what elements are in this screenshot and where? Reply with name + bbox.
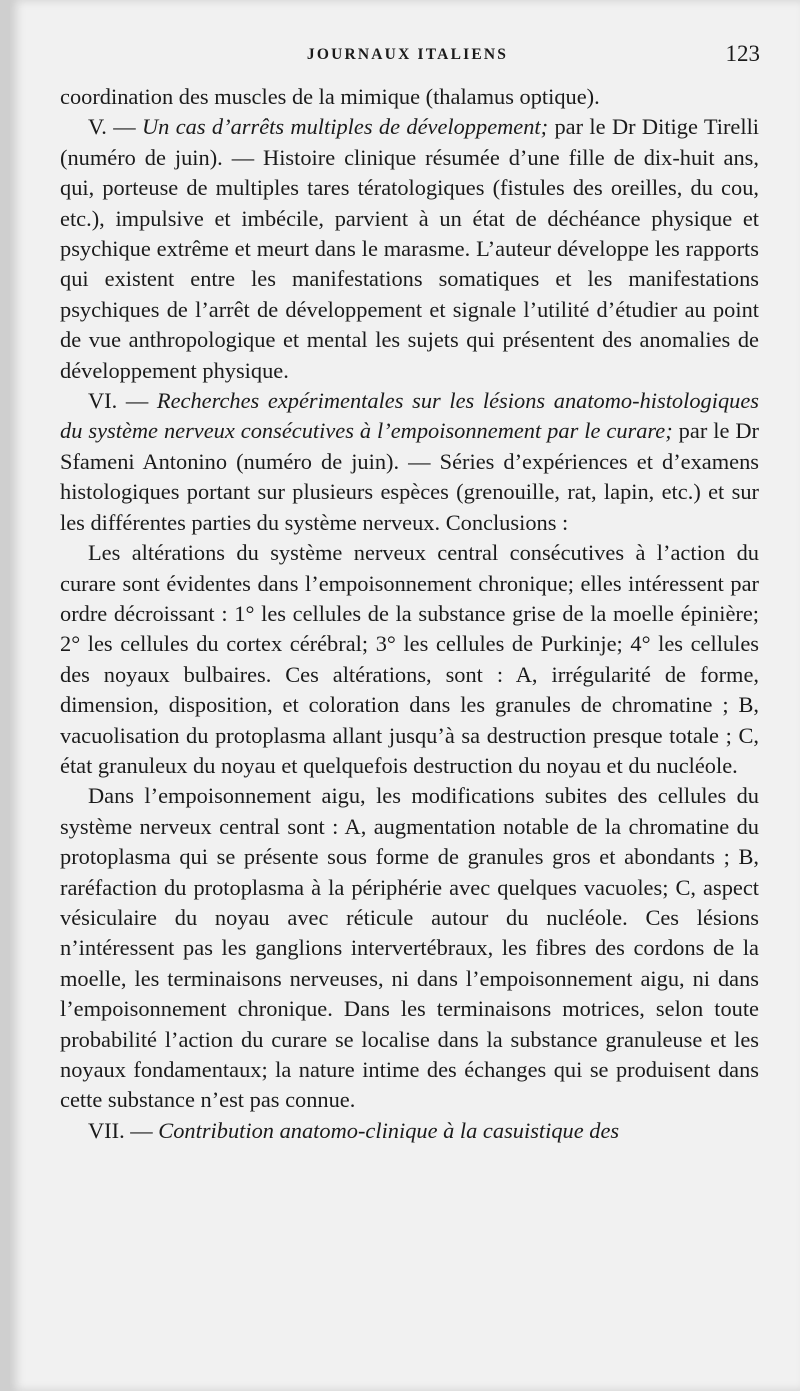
paragraph-text: Dans l’empoisonnement aigu, les modifications subites des cellules du système nerveux central sont : A, augmentation notable de la chromatine du protoplasma qui se présente sous forme de granules gros et abondants ; B, raréfaction du protoplasma à la périphérie avec quelques vacuoles; C, aspect vésiculaire du noyau avec réticule autour du nucléole. Ces lésions n’intéressent pas les ganglions intervertébraux, les fibres des cordons de la moelle, les terminaisons nerveuses, ni dans l’empoisonnement aigu, ni dans l’empoisonnement chronique. Dans les terminaisons motrices, selon toute probabilité l’action du curare se localise dans la substance granuleuse et les noyaux fondamentaux; la nature intime des échanges qui se produisent dans cette substance n’est pas connue. bbox=[60, 783, 759, 1113]
book-page bbox=[10, 0, 800, 1391]
paragraph-acute-poisoning bbox=[60, 781, 759, 1115]
section-marker: VII. — bbox=[88, 1117, 159, 1143]
paragraph-text: par le Dr Sfameni Antonino (numéro de juin). — Séries d’expériences et d’examens histologiques portant sur plusieurs espèces (grenouille, rat, lapin, etc.) et sur les différentes parties du système nerveux. Conclusions : bbox=[60, 418, 759, 535]
paragraph-text: Les altérations du système nerveux central consécutives à l’action du curare sont évidentes dans l’empoisonnement chronique; elles intéressent par ordre décroissant : 1° les cellules de la substance grise de la moelle épinière; 2° les cellules du cortex cérébral; 3° les cellules de Purkinje; 4° les cellules des noyaux bulbaires. Ces altérations, sont : A, irrégularité de forme, dimension, disposition, et coloration dans les granules de chromatine ; B, vacuolisation du protoplasma allant jusqu’à sa destruction presque totale ; C, état granuleux du noyau et quelquefois destruction du noyau et du nucléole. bbox=[60, 540, 759, 778]
paragraph-text: par le Dr Ditige Tirelli (numéro de juin). — Histoire clinique résumée d’une fille de dix-huit ans, qui, porteuse de multiples tares tératologiques (fistules des oreilles, du cou, etc.), impulsive et imbécile, parvient à un état de déchéance physique et psychique extrême et meurt dans le marasme. L’auteur développe les rapports qui existent entre les manifestations somatiques et les manifestations psychiques de l’arrêt de développement et signale l’utilité d’étudier au point de vue anthropologique et mental les sujets qui présentent des anomalies de développement physique. bbox=[60, 114, 760, 383]
paragraph-text: coordination des muscles de la mimique (thalamus optique). bbox=[60, 84, 600, 109]
article-title: Contribution anatomo-clinique à la casuistique des bbox=[158, 1117, 620, 1143]
paragraph-continuation bbox=[60, 82, 759, 112]
page-number: 123 bbox=[725, 41, 760, 66]
section-marker: VI. — bbox=[88, 388, 157, 414]
article-title: Un cas d’arrêts multiples de développement; bbox=[142, 114, 549, 140]
page-header bbox=[55, 40, 760, 74]
paragraph-section-vii bbox=[60, 1116, 759, 1146]
body-text bbox=[60, 82, 759, 1146]
running-title: JOURNAUX ITALIENS bbox=[306, 46, 509, 63]
section-marker: V. — bbox=[88, 114, 142, 140]
paragraph-section-vi bbox=[60, 386, 759, 538]
paragraph-section-v bbox=[60, 112, 759, 386]
article-title: Recherches expérimentales sur les lésions anatomo-histologiques du système nerveux consécutives à l’empoisonnement par le curare; bbox=[60, 388, 759, 444]
paragraph-chronic-poisoning bbox=[60, 538, 759, 781]
